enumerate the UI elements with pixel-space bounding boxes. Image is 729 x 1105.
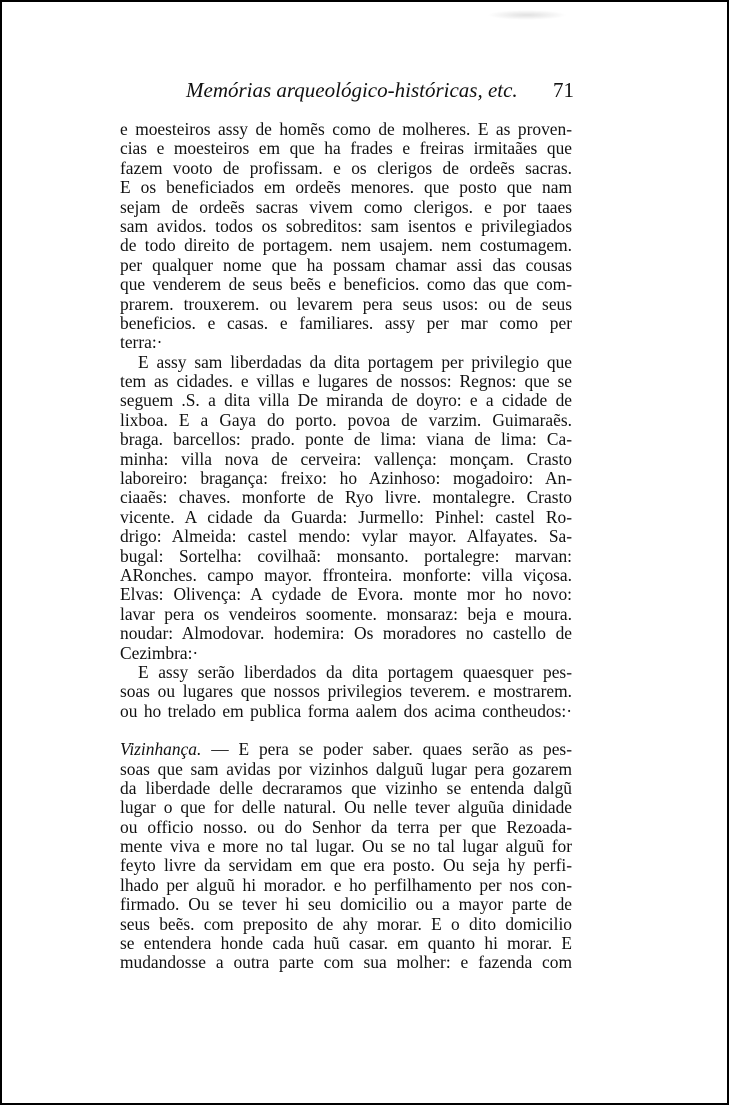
text-line: vicente. A cidade da Guarda: Jurmello: Pinhel: castel Ro-	[120, 507, 572, 527]
section-lead-rest: — E pera se poder saber. quaes serão as pes-	[201, 740, 572, 760]
text-line: ou ho trelado em publica forma aalem dos acima contheudos:·	[120, 701, 572, 721]
text-line: lugar o que for delle natural. Ou nelle tever alguũa dinidade	[120, 798, 572, 818]
text-line: lhado per alguũ hi morador. e ho perfilhamento per nos con-	[120, 875, 572, 895]
paragraph-4	[120, 740, 572, 973]
text-line: per qualquer nome que ha possam chamar assi das cousas	[120, 255, 572, 275]
text-line: prarem. trouxerem. ou levarem pera seus usos: ou de seus	[120, 294, 572, 314]
text-line: laboreiro: bragança: freixo: ho Azinhoso: mogadoiro: An-	[120, 469, 572, 489]
text-line: lavar pera os vendeiros soomente. monsaraz: beja e moura.	[120, 604, 572, 624]
text-line: Elvas: Olivença: A cydade de Evora. monte mor ho novo:	[120, 585, 572, 605]
text-line: da liberdade delle decraramos que vizinho se entenda dalgũ	[120, 778, 572, 798]
text-line: e moesteiros assy de homẽs como de molheres. E as proven-	[120, 120, 572, 139]
text-line: cias e moesteiros em que ha frades e freiras irmitaães que	[120, 139, 572, 159]
text-line: E os beneficiados em ordeẽs menores. que posto que nam	[120, 178, 572, 198]
text-line: beneficios. e casas. e familiares. assy per mar como per	[120, 313, 572, 333]
paragraph-gap	[120, 721, 572, 740]
text-line: ciaaẽs: chaves. monforte de Ryo livre. montalegre. Crasto	[120, 488, 572, 508]
paragraph-3	[120, 663, 572, 721]
text-line: ARonches. campo mayor. ffronteira. monforte: villa viçosa.	[120, 565, 572, 585]
text-line: sejam de ordeẽs sacras vivem como clerigos. e por taaes	[120, 197, 572, 217]
paragraph-1	[120, 120, 572, 353]
text-line: de todo direito de portagem. nem usajem. nem costumagem.	[120, 236, 572, 256]
text-line: feyto livre da servidam em que era posto. Ou seja hy perfi-	[120, 856, 572, 876]
text-line: minha: villa nova de cerveira: vallença: monçam. Crasto	[120, 449, 572, 469]
text-line: soas ou lugares que nossos privilegios teverem. e mostrarem.	[120, 682, 572, 702]
text-line: seus beẽs. com preposito de ahy morar. E o dito domicilio	[120, 914, 572, 934]
text-line: tem as cidades. e villas e lugares de nossos: Regnos: que se	[120, 372, 572, 392]
text-line: seguem .S. a dita villa De miranda de doyro: e a cidade de	[120, 391, 572, 411]
page-number: 71	[553, 78, 574, 102]
section-lead: Vizinhança.	[120, 740, 202, 760]
text-line: ou officio nosso. ou do Senhor da terra per que Rezoada-	[120, 817, 572, 837]
text-line: se entendera honde cada huũ casar. em quanto hi morar. E	[120, 934, 572, 954]
text-line: firmado. Ou se tever hi seu domicilio ou a mayor parte de	[120, 895, 572, 915]
text-line: E assy sam liberdadas da dita portagem per privilegio que	[138, 352, 572, 372]
text-line: terra:·	[120, 332, 163, 353]
text-line: noudar: Almodovar. hodemira: Os moradores no castello de	[120, 624, 572, 644]
text-line: lixboa. E a Gaya do porto. povoa de varzim. Guimaraẽs.	[120, 410, 572, 430]
text-line	[120, 740, 572, 759]
body-text	[120, 120, 572, 973]
text-line: E assy serão liberdados da dita portagem quaesquer pes-	[138, 662, 572, 682]
paper-speck	[487, 10, 567, 20]
text-line: soas que sam avidas por vizinhos dalguũ lugar pera gozarem	[120, 759, 572, 779]
page-header	[2, 78, 727, 104]
paragraph-2	[120, 353, 572, 663]
text-line: Cezimbra:·	[120, 642, 199, 663]
text-line: bugal: Sortelha: covilhaã: monsanto. portalegre: marvan:	[120, 546, 572, 566]
text-line: sam avidos. todos os sobreditos: sam isentos e privilegiados	[120, 216, 572, 236]
running-title: Memórias arqueológico-históricas, etc.	[186, 78, 518, 102]
text-line: fazem vooto de profissam. e os clerigos de ordeẽs sacras.	[120, 158, 572, 178]
text-line: mudandosse a outra parte com sua molher: e fazenda com	[120, 953, 572, 973]
text-line: drigo: Almeida: castel mendo: vylar mayor. Alfayates. Sa-	[120, 527, 572, 547]
text-line: mente viva e more no tal lugar. Ou se no tal lugar alguũ for	[120, 837, 572, 857]
text-line: que venderem de seus beẽs e beneficios. como das que com-	[120, 275, 572, 295]
text-line: braga. barcellos: prado. ponte de lima: viana de lima: Ca-	[120, 430, 572, 450]
